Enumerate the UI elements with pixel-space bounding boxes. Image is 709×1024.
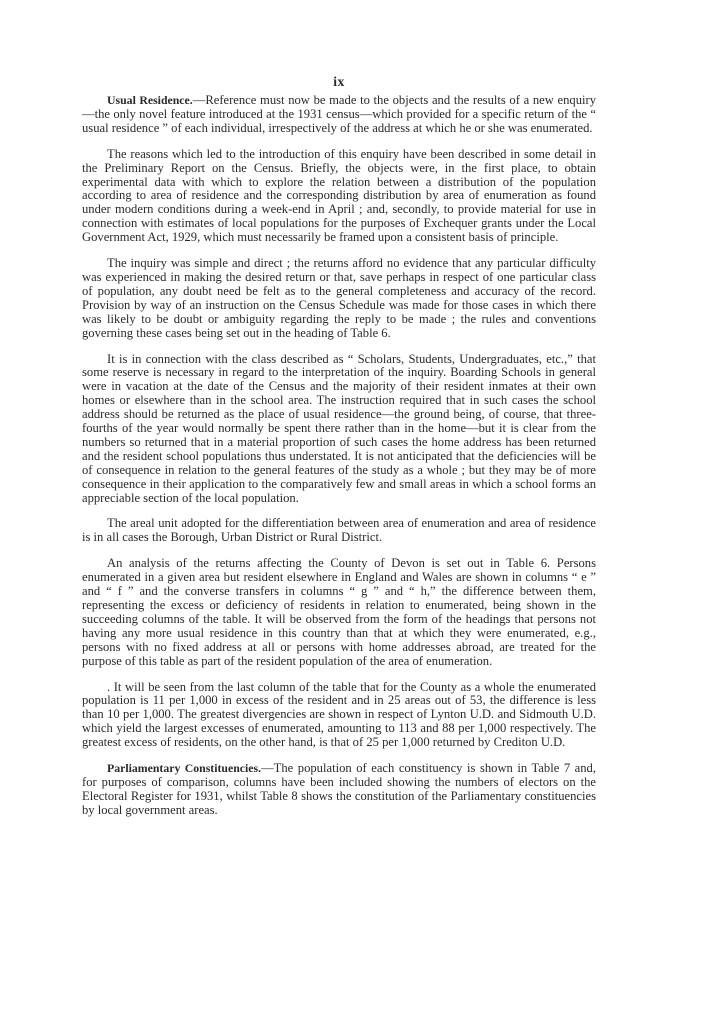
paragraph-text: The reasons which led to the introduction of this enquiry have been described in some detail in the Preliminary Report on the Census. Briefly, the objects were, in the first place, to obtain experimental data with which to explore the relation between a distribution of the population according to area of residence and the corresponding distribution by area of enumeration as found under modern conditions during a week-end in April ; and, secondly, to provide material for use in connection with estimates of local populations for the purposes of Exchequer grants under the Local Government Act, 1929, which must necessarily be framed upon a consistent basis of principle. (82, 146, 596, 245)
document-page (82, 74, 596, 830)
paragraph-inquiry (82, 257, 596, 340)
section-heading-parliamentary-constituencies: Parliamentary Constituencies. (107, 761, 262, 776)
paragraph-text: . It will be seen from the last column of the table that for the County as a whole the enumerated population is 11 per 1,000 in excess of the resident and in 25 areas out of 53, the difference is less than 10 per 1,000. The greatest divergencies are shown in respect of Lynton U.D. and Sidmouth U.D. which yield the largest excesses of enumerated, amounting to 113 and 88 per 1,000 respectively. The greatest excess of residents, on the other hand, is that of 25 per 1,000 returned by Crediton U.D. (82, 679, 596, 750)
paragraph-analysis (82, 557, 596, 668)
paragraph-scholars (82, 353, 596, 506)
paragraph-reasons (82, 148, 596, 245)
page-number: ix (333, 74, 345, 89)
paragraph-text: —Reference must now be made to the objects and the results of a new enquiry—the only novel feature introduced at the 1931 census—which provided for a specific return of the “ usual residence ” of each individual, irrespectively of the address at which he or she was enumerated. (82, 93, 596, 135)
paragraph-usual-residence (82, 94, 596, 136)
paragraph-text: —The population of each constituency is shown in Table 7 and, for purposes of comparison, columns have been included showing the numbers of electors on the Electoral Register for 1931, whilst Table 8 shows the constitution of the Parliamentary constituencies by local government areas. (82, 761, 596, 817)
paragraph-last-column (82, 681, 596, 751)
paragraph-text: The areal unit adopted for the differentiation between area of enumeration and area of residence is in all cases the Borough, Urban District or Rural District. (82, 516, 596, 545)
paragraph-text: The inquiry was simple and direct ; the returns afford no evidence that any particular difficulty was experienced in making the desired return or that, save perhaps in respect of one particular class of population, any doubt need be felt as to the general completeness and accuracy of the record. Provision by way of an instruction on the Census Schedule was made for those cases in which there was likely to be doubt or ambiguity regarding the reply to be made ; the rules and conventions governing these cases being set out in the heading of Table 6. (82, 256, 596, 340)
paragraph-areal-unit (82, 517, 596, 545)
paragraph-text: It is in connection with the class described as “ Scholars, Students, Undergraduates, etc.,” that some reserve is necessary in regard to the interpretation of the inquiry. Boarding Schools in general were in vacation at the date of the Census and the majority of their resident inmates at their own homes or elsewhere than in the school area. The instruction required that in such cases the school address should be returned as the place of usual residence—the ground being, of course, that three-fourths of the year would normally be spent there rather than in the home—but it is clear from the numbers so returned that in a material proportion of such cases the home address has been returned and the resident school populations thus understated. It is not anticipated that the deficiencies will be of consequence in relation to the general features of the study as a whole ; but they may be of more consequence in their application to the comparatively few and small areas in which a school forms an appreciable section of the local population. (82, 351, 596, 505)
paragraph-text: An analysis of the returns affecting the County of Devon is set out in Table 6. Persons enumerated in a given area but resident elsewhere in England and Wales are shown in columns “ e ” and “ f ” and the converse transfers in columns “ g ” and “ h,” the difference between them, representing the excess or deficiency of residents in relation to enumerated, being shown in the succeeding columns of the table. It will be observed from the form of the headings that persons not having any more usual residence in this country than that at which they were enumerated, e.g., persons with no fixed address at all or persons with home addresses abroad, are treated for the purpose of this table as part of the resident population of the area of enumeration. (82, 556, 596, 668)
section-heading-usual-residence: Usual Residence. (107, 93, 193, 107)
paragraph-parliamentary-constituencies (82, 762, 596, 818)
